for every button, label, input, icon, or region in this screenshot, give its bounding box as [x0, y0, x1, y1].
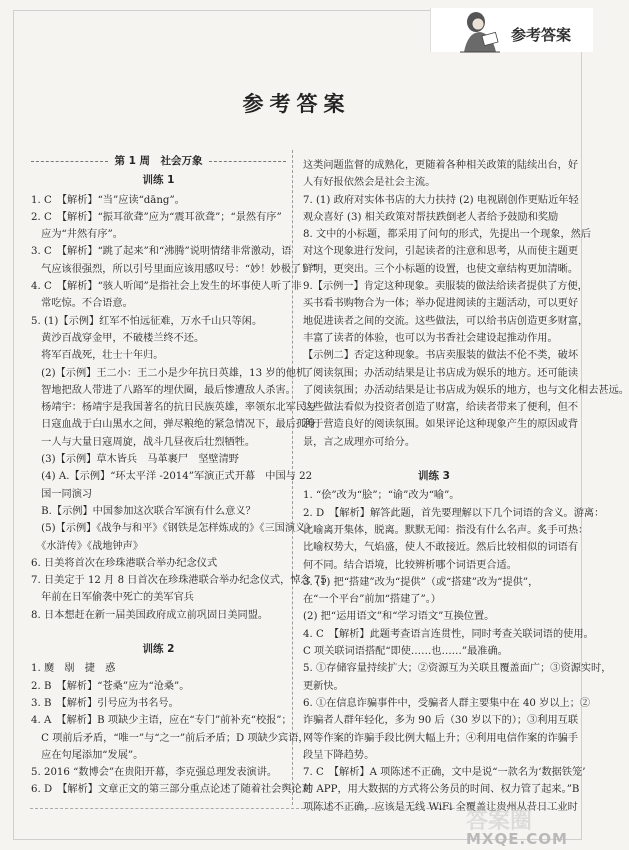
answer-line: 在“一个平台”前加“搭建了”。） [303, 594, 441, 606]
answer-line: 利于营造良好的阅读氛围。如果评论这种现象产生的原因或背 [303, 419, 579, 431]
training-3-heading: 训练 3 [418, 470, 450, 483]
answer-line: (2) 把“运用语文”和“学习语文”互换位置。 [303, 611, 495, 623]
answer-line: 气应该很强烈，所以引号里面应该用感叹号：“妙！妙极了！” [31, 263, 317, 275]
answer-line: 8. 日本想赶在新一届美国政府成立前巩固日美同盟。 [31, 609, 269, 621]
answer-line: C 项关联词语搭配“即使……也……”最准确。 [303, 646, 508, 658]
answer-line: 买书看书购物合为一体；举办促进阅读的主题活动，可以更好 [303, 298, 579, 310]
answer-line: 【示例二】否定这种现象。书店卖服装的做法不伦不类，破坏 [303, 350, 579, 362]
answer-line: 将军百战死，壮士十年归。 [31, 350, 164, 362]
header-label: 参考答案 [510, 26, 571, 44]
heading-rule [209, 161, 286, 162]
training-1-answers [31, 192, 327, 624]
week-heading-text: 第 1 周 社会万象 [114, 155, 203, 167]
answer-line: 观众喜好 (3) 相关政策对帮扶跌倒老人者给予鼓励和奖励 [303, 211, 559, 223]
answer-line: (4) A.【示例】“环太平洋 -2014”军演正式开幕 中国与 22 [31, 471, 313, 483]
answer-line: B.【示例】中国参加这次联合军演有什么意义？ [31, 505, 256, 517]
training-1-heading: 训练 1 [142, 174, 175, 187]
answer-line: 5. 2016 “数博会”在贵阳开幕，李克强总理发表演讲。 [31, 767, 278, 779]
answer-line: 8. 文中的小标题，都采用了问句的形式，先提出一个现象，然后 [303, 229, 592, 241]
answer-line: 6. D 【解析】文章正文的第三部分重点论述了随着社会舆论对 [31, 784, 312, 796]
answer-line: 年前在日军偷袭中死亡的美军官兵 [31, 592, 194, 604]
answer-line: 网等作案的诈骗手段比例大幅上升；④利用电信作案的诈骗手 [303, 732, 579, 744]
answer-line: 4. C 【解析】此题考查语言连贯性，同时考查关联词语的使用。 [303, 628, 594, 640]
training-2-answers [31, 660, 312, 798]
answer-line: 的 APP，用大数据的方式将公务员的时间、权力管了起来。”B [303, 784, 580, 796]
answer-line: 5. (1)【示例】红军不怕远征难，万水千山只等闲。 [31, 315, 263, 327]
answer-line: 6. ①在信息诈骗事件中，受骗者人群主要集中在 40 岁以上；② [303, 697, 591, 709]
watermark-text: MXQE.COM [466, 830, 568, 848]
right-column [303, 157, 629, 816]
answer-line: 杨靖宇：杨靖宇是我国著名的抗日民族英雄，率领东北军民与 [31, 402, 317, 414]
week-heading [31, 153, 286, 170]
answer-line: 更新快。 [303, 680, 344, 692]
answer-line: 6. 日美将首次在珍珠港联合举办纪念仪式 [31, 557, 218, 569]
answer-line: 了阅读氛围；办活动结果是让书店成为娱乐的地方，也与文化相去甚远。 [303, 384, 629, 396]
answer-line: (5)【示例】《战争与和平》《钢铁是怎样炼成的》《三国演义》 [31, 523, 316, 535]
answer-line: 诈骗者人群年轻化，多为 90 后（30 岁以下的）；③利用互联 [303, 715, 579, 727]
answer-line: C 项前后矛盾，“唯一”与“之一”前后矛盾；D 项缺少宾语， [31, 732, 309, 744]
training-3-answers [303, 487, 612, 816]
page-title: 参考答案 [242, 91, 351, 116]
answer-line: 7. (1) 政府对实体书店的大力扶持 (2) 电视剧创作更贴近年轻 [303, 194, 579, 206]
svg-text:答案圈: 答案圈 [466, 809, 533, 834]
answer-line: 7. C 【解析】A 项陈述不正确，文中是说“一款名为‘数据铁笼’ [303, 767, 586, 779]
answer-line: 这些做法看似为投资者创造了财富，给读者带来了便利，但不 [303, 402, 579, 414]
answer-line: 国一同演习 [31, 488, 93, 500]
answer-line: 3. C 【解析】“跳了起来”和“沸腾”说明情绪非常激动，语 [31, 246, 292, 258]
answer-line: 2. C 【解析】“振耳欲聋”应为“震耳欲聋”；“景然有序” [31, 211, 282, 223]
answer-line: 5. ①存储容量持续扩大；②资源互为关联且覆盖面广；③资源实时， [303, 663, 612, 675]
answer-line: 3. B 【解析】引号应为书名号。 [31, 697, 179, 709]
answer-line: 应为“井然有序”。 [31, 229, 123, 241]
heading-rule [31, 161, 108, 162]
answer-line: 智地把敌人带进了八路军的埋伏圈，最后惨遭敌人杀害。 [31, 384, 296, 396]
answer-line: (2)【示例】王二小：王二小是少年抗日英雄，13 岁的他机 [31, 367, 307, 379]
answer-line: 何不同。结合语境，比较辨析哪个词语更合适。 [303, 559, 517, 571]
answer-line: 这类问题监督的成熟化，更随着各种相关政策的陆续出台，好 [303, 160, 579, 171]
answer-line: 段呈下降趋势。 [303, 749, 375, 761]
answer-line: 日寇血战于白山黑水之间，弹尽粮绝的紧急情况下，最后孤身 [31, 419, 317, 431]
answer-line: 3. (1) 把“搭建”改为“提供”（或“搭建”改为“提供”， [303, 576, 539, 588]
answer-line: 一人与大量日寇周旋，战斗几昼夜后壮烈牺牲。 [31, 436, 256, 448]
answer-line: 人有好报依然会是社会主流。 [303, 177, 436, 189]
answer-line: 1. C 【解析】“当”应读“dāng”。 [31, 194, 185, 206]
answer-line: 丰富了读者的体验，也可以为书香社会建设起推动作用。 [303, 332, 558, 344]
reading-girl-icon [450, 8, 510, 56]
answer-line: 景，言之成理亦可给分。 [303, 436, 416, 448]
answer-line: 黄沙百战穿金甲，不破楼兰终不还。 [31, 332, 205, 344]
answer-line: 9.【示例一】肯定这种现象。卖服装的做法给读者提供了方便， [303, 281, 588, 293]
answer-line: 《水浒传》《战地钟声》 [31, 540, 144, 552]
answer-line: 4. C 【解析】“骇人听闻”是指社会上发生的坏事使人听了非 [31, 281, 302, 293]
answer-line: 4. A 【解析】B 项缺少主语，应在“专门”前补充“校报”； [31, 715, 292, 727]
answer-line: 比喻权势大，气焰盛，使人不敢接近。然后比较相似的词语有 [303, 542, 579, 554]
answer-line: 1. 㸏 㓭 捷 惑 [31, 663, 116, 675]
answer-line: 地促进读者之间的交流。这些做法，可以给书店创造更多财富， [303, 315, 589, 327]
answer-line: 7. 日美定于 12 月 8 日首次在珍珠港联合举办纪念仪式，悼念 75 [31, 575, 327, 587]
answer-line: 鲜明，更突出。三个小标题的设置，也使文章结构更加清晰。 [303, 263, 579, 275]
answer-line: 对这个现象进行发问，引起读者的注意和思考，从而使主题更 [303, 246, 579, 258]
answer-line: 项陈述不正确，应该是无线 WiFi 全覆盖让贵州从昔日工业时 [303, 801, 578, 813]
answer-line: 常吃惊。不合语意。 [31, 298, 133, 310]
answer-line: 1. “侩”改为“脍”；“谕”改为“喻”。 [303, 490, 460, 502]
answer-line: 比喻离开集体，脱离。默默无闻：指没有什么名声。炙手可热： [303, 524, 589, 536]
week1-continued-answers [303, 157, 629, 451]
answer-line: 了阅读氛围；办活动结果是让书店成为娱乐的地方。还可能读 [303, 367, 579, 379]
answer-line: 2. B 【解析】“苍桑”应为“沧桑”。 [31, 680, 190, 692]
answer-line: (3)【示例】草木皆兵 马革裹尸 坚壁清野 [31, 454, 239, 466]
answer-line: 2. D 【解析】解答此题，首先要理解以下几个词语的含义。游离： [303, 507, 605, 519]
answer-line: 应在句尾添加“发展”。 [31, 749, 144, 761]
training-2-heading: 训练 2 [142, 643, 175, 656]
